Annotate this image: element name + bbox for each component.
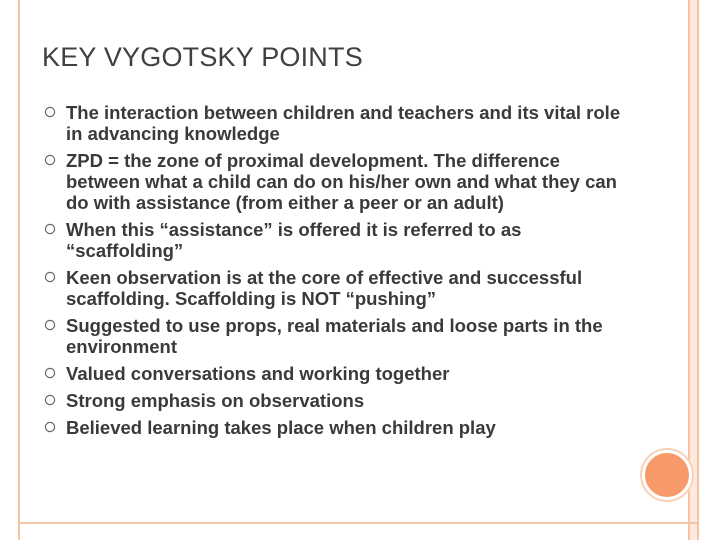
bullet-item — [44, 390, 634, 411]
bullet-text: Believed learning takes place when children play — [66, 417, 496, 438]
circle-bullet-icon — [44, 154, 56, 166]
bullet-item — [44, 363, 634, 384]
circle-bullet-icon — [44, 106, 56, 118]
circle-bullet-icon — [44, 394, 56, 406]
circle-bullet-icon — [44, 223, 56, 235]
bullet-text: Suggested to use props, real materials and loose parts in the environment — [66, 315, 603, 357]
bullet-text: Valued conversations and working together — [66, 363, 450, 384]
circle-bullet-icon — [44, 421, 56, 433]
bullet-item — [44, 417, 634, 438]
circle-bullet-icon — [44, 367, 56, 379]
bullet-item — [44, 102, 634, 144]
bullet-item — [44, 315, 634, 357]
bullet-text: Keen observation is at the core of effective and successful scaffolding. Scaffolding is NOT “pushing” — [66, 267, 583, 309]
bullet-text: ZPD = the zone of proximal development. The difference between what a child can do on his/her own and what they can do with assistance (from either a peer or an adult) — [66, 150, 617, 213]
bullet-text: The interaction between children and teachers and its vital role in advancing knowledge — [66, 102, 621, 144]
frame-bottom-line — [18, 522, 699, 524]
bullet-text: Strong emphasis on observations — [66, 390, 365, 411]
slide-title: KEY VYGOTSKY POINTS — [42, 42, 363, 72]
bullet-item — [44, 219, 634, 261]
frame-right-outer-line — [697, 0, 699, 540]
bullet-item — [44, 150, 634, 213]
bullet-item — [44, 267, 634, 309]
accent-circle — [642, 450, 692, 500]
frame-left-line — [18, 0, 20, 540]
bullet-list — [44, 102, 634, 444]
bullet-text: When this “assistance” is offered it is referred to as “scaffolding” — [66, 219, 522, 261]
circle-bullet-icon — [44, 319, 56, 331]
circle-bullet-icon — [44, 271, 56, 283]
frame-right-band — [690, 0, 697, 540]
frame-right-inner-line — [688, 0, 690, 540]
